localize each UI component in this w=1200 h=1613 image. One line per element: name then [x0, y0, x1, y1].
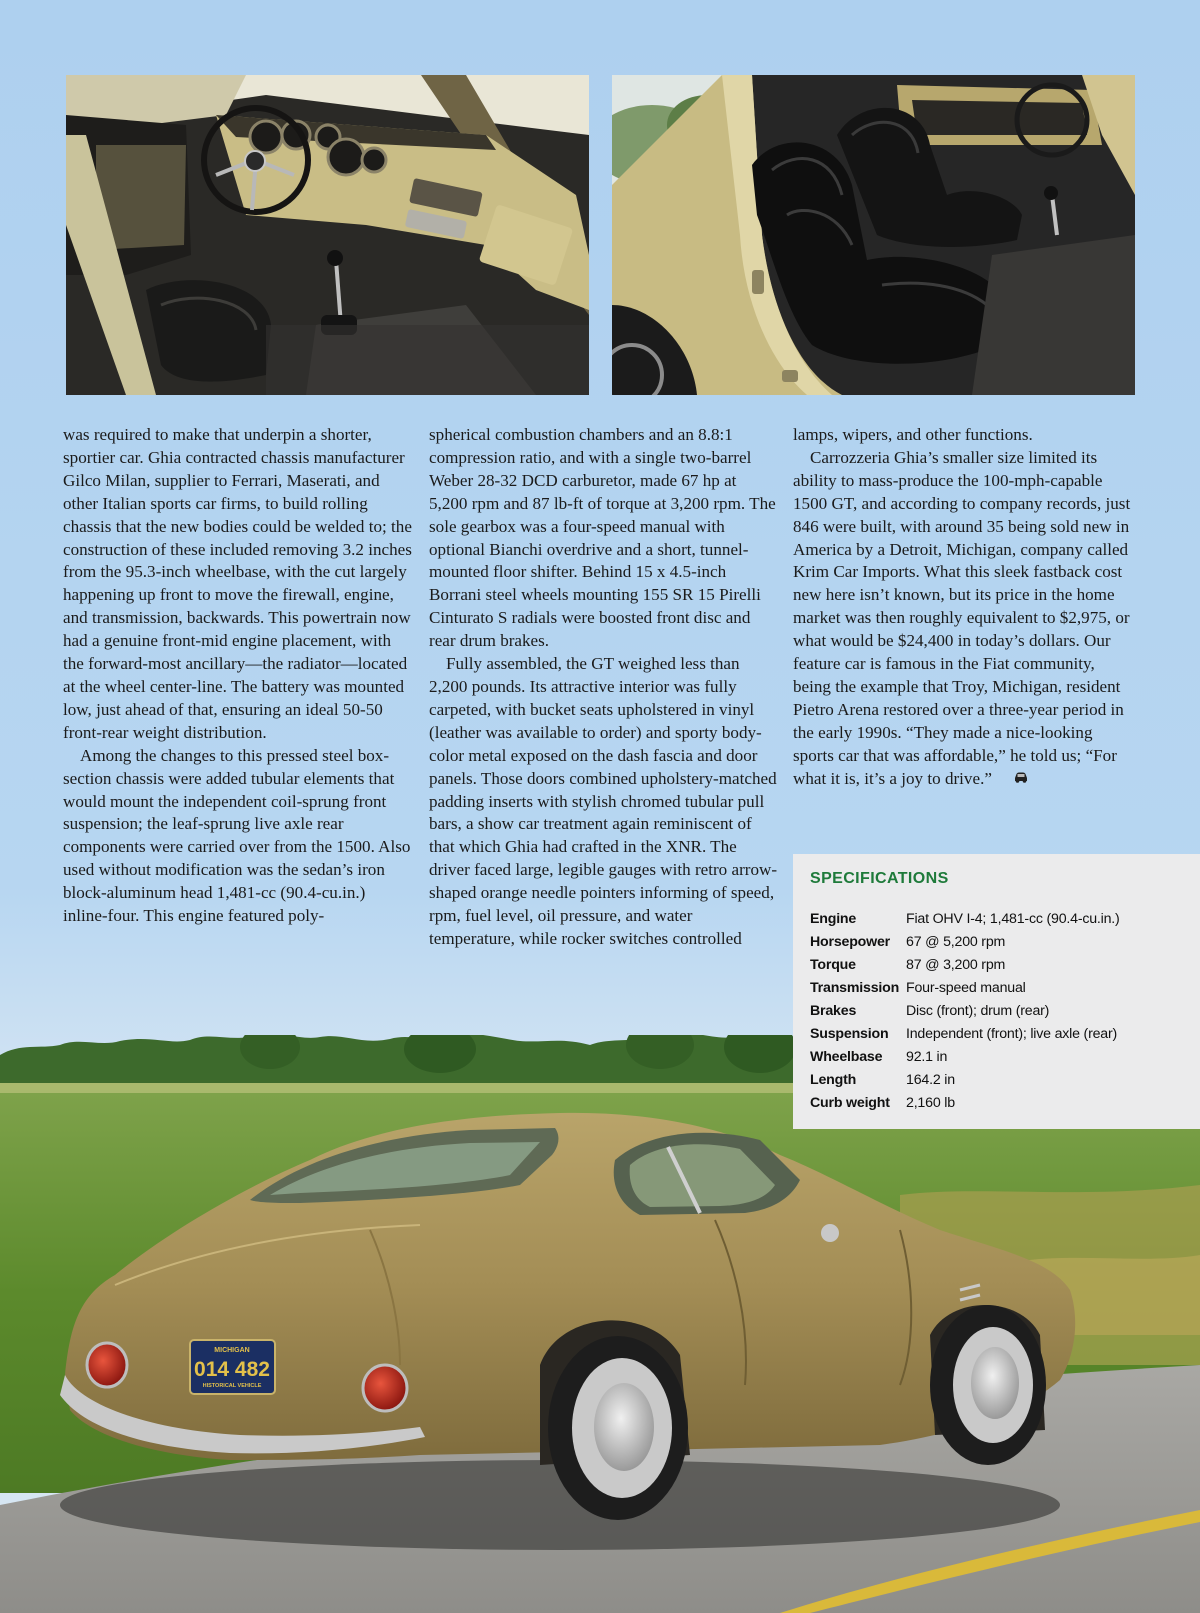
plate-state: MICHIGAN — [214, 1347, 250, 1354]
spec-value: 87 @ 3,200 rpm — [906, 956, 1006, 973]
spec-row — [810, 953, 1120, 976]
specifications-box — [793, 854, 1200, 1129]
col3-paragraph-1: lamps, wipers, and other functions. — [793, 425, 1033, 444]
spec-label: Engine — [810, 910, 857, 927]
col3-paragraph-2 — [793, 447, 1133, 791]
spec-label: Suspension — [810, 1025, 889, 1042]
spec-value: 164.2 in — [906, 1071, 955, 1088]
spec-value: Fiat OHV I-4; 1,481-cc (90.4-cu.in.) — [906, 910, 1120, 927]
spec-label: Brakes — [810, 1002, 857, 1019]
col1-paragraph-2: Among the changes to this pressed steel box-section chassis were added tubular elements that would mount the independent coil-sprung front suspension; the leaf-sprung live axle rear components were carried over from the 1500. Also used without modification was the sedan’s iron block-aluminum head 1,481-cc (90.4-cu.in.) inline-four. This engine featured poly- — [63, 745, 411, 926]
spec-value: 67 @ 5,200 rpm — [906, 933, 1006, 950]
spec-value: Four-speed manual — [906, 979, 1026, 996]
specifications-title: SPECIFICATIONS — [810, 870, 949, 887]
col2-paragraph-2: Fully assembled, the GT weighed less than 2,200 pounds. Its attractive interior was fully carpeted, with bucket seats upholstered in vinyl (leather was available to order) and sporty body-color metal exposed on the dash fascia and door panels. Those doors combined upholstery-matched padding inserts with stylish chromed tubular pull bars, a show car treatment again reminiscent of that which Ghia had crafted in the XNR. The driver faced large, legible gauges with retro arrow-shaped orange needle pointers informing of speed, rpm, fuel level, oil pressure, and water temperature, while rocker switches controlled — [429, 654, 778, 948]
spec-row — [810, 930, 1120, 953]
specifications-table — [810, 907, 1120, 1114]
article-column-1 — [63, 424, 413, 928]
spec-value: Independent (front); live axle (rear) — [906, 1025, 1118, 1042]
article-column-2 — [429, 424, 779, 951]
spec-row — [810, 999, 1120, 1022]
spec-row — [810, 1091, 1120, 1114]
spec-row — [810, 1045, 1120, 1068]
col2-paragraph-1: spherical combustion chambers and an 8.8:1 compression ratio, and with a single two-barrel Weber 28-32 DCD carburetor, made 67 hp at 5,200 rpm and 87 lb-ft of torque at 3,200 rpm. The sole gearbox was a four-speed manual with optional Bianchi overdrive and a short, tunnel-mounted floor shifter. Behind 15 x 4.5-inch Borrani steel wheels mounting 155 SR 15 Pirelli Cinturato S radials were boosted front disc and rear drum brakes. — [429, 425, 776, 651]
car-icon — [996, 768, 1029, 791]
interior-seats-photo — [612, 75, 1135, 395]
col1-paragraph-1: was required to make that underpin a shorter, sportier car. Ghia contracted chassis manufacturer Gilco Milan, supplier to Ferrari, Maserati, and other Italian sports car firms, to build rolling chassis that the new bodies could be welded to; the construction of these included removing 3.2 inches from the 95.3-inch wheelbase, with the cut largely happening up front to move the firewall, engine, and transmission, backwards. This powertrain now had a genuine front-mid engine placement, with the forward-most ancillary—the radiator—located at the wheel center-line. The battery was mounted low, just ahead of that, ensuring an ideal 50-50 front-rear weight distribution. — [63, 425, 412, 742]
spec-row — [810, 907, 1120, 930]
license-plate — [190, 1340, 275, 1394]
spec-row — [810, 1022, 1120, 1045]
plate-caption: HISTORICAL VEHICLE — [202, 1383, 262, 1389]
spec-label: Transmission — [810, 979, 900, 996]
spec-value: Disc (front); drum (rear) — [906, 1002, 1050, 1019]
spec-label: Curb weight — [810, 1094, 890, 1111]
spec-value: 92.1 in — [906, 1048, 948, 1065]
spec-label: Torque — [810, 956, 856, 973]
plate-number: 014 482 — [194, 1358, 270, 1381]
interior-dashboard-photo — [66, 75, 589, 395]
article-column-3 — [793, 424, 1133, 791]
col3-paragraph-2-text: Carrozzeria Ghia’s smaller size limited its ability to mass-produce the 100-mph-capable 1500 GT, and according to company records, just 846 were built, with around 35 being sold new in America by a Detroit, Michigan, company called Krim Car Imports. What this sleek fastback cost new here isn’t known, but its price in the home market was then roughly equivalent to $2,975, or what would be $24,400 in today’s dollars. Our feature car is famous in the Fiat community, being the example that Troy, Michigan, resident Pietro Arena restored over a three-year period in the early 1990s. “They made a nice-looking sports car that was affordable,” he told us; “For what it is, it’s a joy to drive.” — [793, 447, 1131, 788]
spec-label: Wheelbase — [810, 1048, 883, 1065]
spec-label: Length — [810, 1071, 857, 1088]
spec-row — [810, 1068, 1120, 1091]
spec-label: Horsepower — [810, 933, 890, 950]
spec-row — [810, 976, 1120, 999]
spec-value: 2,160 lb — [906, 1094, 955, 1111]
